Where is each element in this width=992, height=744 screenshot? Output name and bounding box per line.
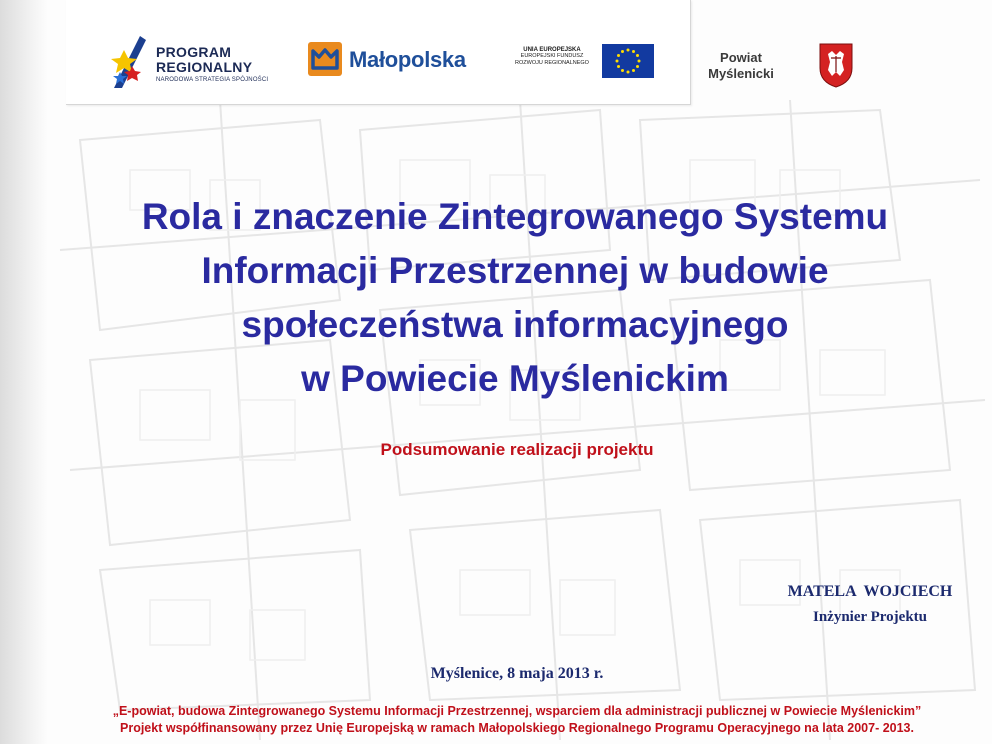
footer-funding-note: Projekt współfinansowany przez Unię Europejską w ramach Małopolskiego Regionalnego Programu Operacyjnego na lata 2007- 2013. (120, 721, 914, 735)
strategy-label: NARODOWA STRATEGIA SPÓJNOŚCI (156, 77, 269, 83)
eu-logo (506, 44, 656, 78)
slide-title (50, 190, 980, 406)
malopolska-logo (308, 42, 488, 78)
title-line-4: w Powiecie Myślenickim (301, 358, 729, 399)
presentation-date: Myślenice, 8 maja 2013 r. (430, 665, 604, 682)
powiat-logo-text (695, 50, 787, 82)
author-role: Inżynier Projektu (812, 609, 928, 625)
eu-name: UNIA EUROPEJSKA (523, 47, 581, 53)
powiat-name: Myślenicki (708, 66, 774, 81)
title-line-2: Informacji Przestrzennej w budowie (201, 250, 829, 291)
project-footer (0, 703, 992, 737)
logo-bar (66, 0, 691, 105)
eu-fund-line1: EUROPEJSKI FUNDUSZ (520, 53, 584, 59)
author-name: MATELA WOJCIECH (787, 583, 953, 600)
program-regionalny-logo (110, 32, 290, 92)
slide-subtitle: Podsumowanie realizacji projektu (380, 440, 654, 459)
program-regionalny-star-logo (110, 32, 148, 88)
author-block (750, 583, 990, 626)
regionalny-label: REGIONALNY (156, 59, 253, 75)
program-label: PROGRAM (156, 44, 232, 60)
malopolska-logo-text: Małopolska (349, 47, 466, 72)
eu-fund-line2: ROZWOJU REGIONALNEGO (515, 60, 589, 66)
eu-logo-text (506, 47, 598, 67)
footer-project-name: „E-powiat, budowa Zintegrowanego Systemu Informacji Przestrzennej, wsparciem dla administracji publicznej w Powiecie Myślenickim” (112, 704, 922, 718)
powiat-label: Powiat (720, 50, 762, 65)
coat-of-arms-icon (818, 42, 854, 88)
title-line-3: społeczeństwa informacyjnego (241, 304, 789, 345)
malopolska-logo-icon (308, 42, 342, 76)
title-line-1: Rola i znaczenie Zintegrowanego Systemu (141, 196, 889, 237)
eu-flag-icon (602, 44, 654, 78)
left-edge-shade (0, 0, 48, 744)
